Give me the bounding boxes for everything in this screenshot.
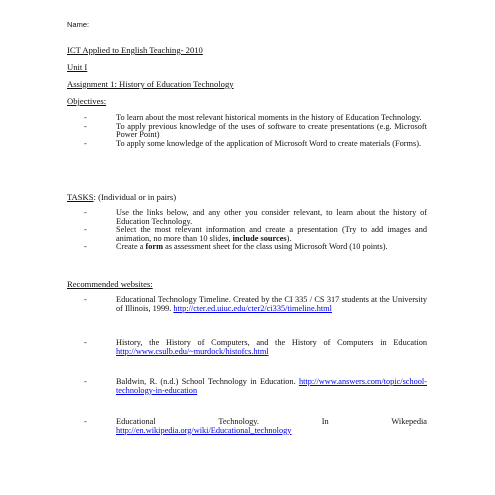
website-list bbox=[84, 296, 427, 313]
answers-link[interactable]: http://www.answers.com/topic/school-technology-in-education bbox=[116, 377, 427, 395]
task-item: - Create a form as assessment sheet for the class using Microsoft Word (10 points). bbox=[84, 242, 388, 251]
objective-item: - To apply previous knowledge of the uses of software to create presentations (e.g. Microsoft Power Point) bbox=[84, 121, 427, 139]
wikipedia-link[interactable]: http://en.wikipedia.org/wiki/Educational_technology bbox=[116, 425, 292, 435]
objective-item: - To learn about the most relevant historical moments in the history of Education Technology. bbox=[84, 113, 422, 122]
unit-label: Unit I bbox=[67, 62, 88, 72]
task-item: - Select the most relevant information and create a presentation (Try to add images and animation, no more than 10 slides, include sources). bbox=[84, 225, 427, 243]
objectives-list bbox=[84, 114, 427, 148]
website-list bbox=[84, 418, 427, 435]
course-title: ICT Applied to English Teaching- 2010 bbox=[67, 45, 203, 55]
timeline-link[interactable]: http://cter.ed.uiuc.edu/cter2/ci335/timeline.html bbox=[173, 303, 332, 313]
website-item: - History, the History of Computers, and the History of Computers in Education http://www.csulb.edu/~murdock/histofcs.html bbox=[84, 338, 427, 356]
task-item: - Use the links below, and any other you consider relevant, to learn about the history of Education Technology. bbox=[84, 208, 427, 226]
recommended-heading: Recommended websites: bbox=[67, 279, 153, 289]
website-list bbox=[84, 378, 427, 395]
histofcs-link[interactable]: http://www.csulb.edu/~murdock/histofcs.html bbox=[116, 346, 269, 356]
wikipedia-citation: Educational Technology. In Wikepedia bbox=[116, 417, 427, 426]
objectives-heading: Objectives: bbox=[67, 96, 107, 106]
website-list bbox=[84, 339, 427, 356]
assignment-title: Assignment 1: History of Education Technology bbox=[67, 79, 234, 89]
name-label: Name: bbox=[67, 20, 90, 29]
tasks-list bbox=[84, 209, 427, 252]
tasks-heading: TASKS: (Individual or in pairs) bbox=[67, 192, 177, 202]
website-item: - Baldwin, R. (n.d.) School Technology in Education. http://www.answers.com/topic/school-technology-in-education bbox=[84, 377, 427, 395]
website-item: - Educational Technology Timeline. Created by the CI 335 / CS 317 students at the University of Illinois, 1999. http://cter.ed.uiuc.edu/cter2/ci335/timeline.html bbox=[84, 295, 427, 313]
objective-item: - To apply some knowledge of the application of Microsoft Word to create materials (Forms). bbox=[84, 138, 422, 148]
website-item: - Educational Technology. In Wikepedia http://en.wikipedia.org/wiki/Educational_technology bbox=[84, 417, 427, 435]
